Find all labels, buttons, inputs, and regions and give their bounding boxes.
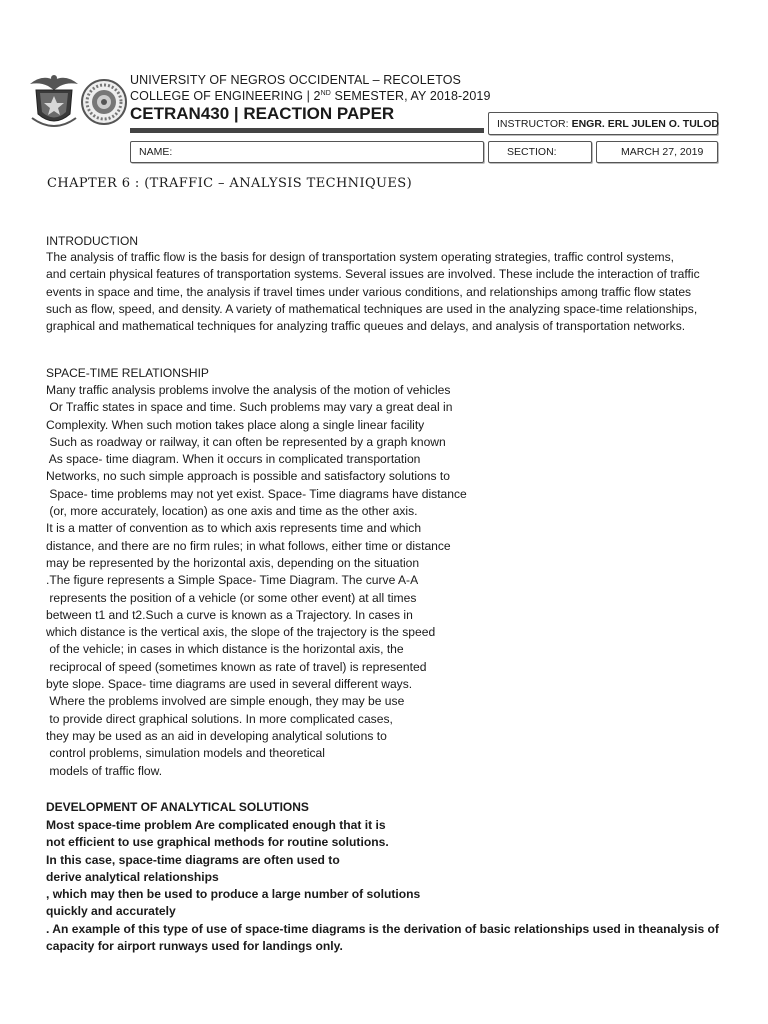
text-line: which distance is the vertical axis, the slope of the trajectory is the speed [46,625,436,640]
space-time-paragraph [46,382,467,780]
text-line: may be represented by the horizontal axis, depending on the situation [46,555,420,570]
text-line: distance, and there are no firm rules; in what follows, either time or distance [46,538,451,553]
text-line: between t1 and t2.Such a curve is known as a Trajectory. In cases in [46,607,413,622]
text-line: Space- time problems may not yet exist. Space- Time diagrams have distance [46,486,467,501]
text-line: they may be used as an aid in developing analytical solutions to [46,728,387,743]
section-label: SECTION: [507,146,557,158]
instructor-box [488,112,718,135]
text-line: events in space and time, the analysis if travel times under various conditions, and relationships among traffic flow states [46,284,692,299]
text-line: Many traffic analysis problems involve the analysis of the motion of vehicles [46,383,451,397]
course-title: CETRAN430 | REACTION PAPER [130,104,395,123]
text-line: Or Traffic states in space and time. Such problems may vary a great deal in [46,400,453,415]
date-value: MARCH 27, 2019 [621,146,704,158]
name-label: NAME: [139,146,173,158]
text-line: control problems, simulation models and theoretical [46,746,325,761]
text-line: Where the problems involved are simple enough, they may be use [46,694,405,709]
development-paragraph [46,817,719,955]
text-line: The analysis of traffic flow is the basis for design of transportation system operating strategies, traffic control systems, [46,250,675,264]
text-line: quickly and accurately [46,904,176,919]
text-line: As space- time diagram. When it occurs in complicated transportation [46,452,421,467]
text-line: graphical and mathematical techniques for analyzing traffic queues and delays, and analysis of transportation networks. [46,319,686,334]
university-seal-logo [28,68,80,132]
text-line: .The figure represents a Simple Space- Time Diagram. The curve A-A [46,573,419,588]
text-line: It is a matter of convention as to which axis represents time and which [46,521,422,536]
instructor-name: ENGR. ERL JULEN O. TULOD [571,117,719,130]
development-heading: DEVELOPMENT OF ANALYTICAL SOLUTIONS [46,800,309,814]
college-seal-logo [80,78,128,126]
text-line: Networks, no such simple approach is possible and satisfactory solutions to [46,469,450,484]
name-field-box [130,141,484,163]
text-line: of the vehicle; in cases in which distance is the horizontal axis, the [46,642,404,657]
date-box [596,141,718,163]
header-divider [130,128,484,133]
text-line: Complexity. When such motion takes place along a single linear facility [46,417,425,432]
instructor-label: INSTRUCTOR: [497,117,569,130]
chapter-title: CHAPTER 6 : (TRAFFIC – ANALYSIS TECHNIQUES) [47,176,413,191]
college-semester-line: COLLEGE OF ENGINEERING | 2ND SEMESTER, AY 2018-2019 [130,89,491,103]
text-line: and certain physical features of transportation systems. Several issues are involved. These include the interaction of traffic [46,267,700,282]
text-line: derive analytical relationships [46,869,219,884]
text-line: models of traffic flow. [46,763,163,778]
section-field-box [488,141,592,163]
text-line: (or, more accurately, location) as one axis and time as the other axis. [46,504,418,519]
text-line: reciprocal of speed (sometimes known as rate of travel) is represented [46,659,427,674]
text-line: such as flow, speed, and density. A variety of mathematical techniques are used in the analyzing space-time relationships, [46,301,698,316]
text-line: Such as roadway or railway, it can often be represented by a graph known [46,434,446,449]
text-line: to provide direct graphical solutions. In more complicated cases, [46,711,393,726]
text-line: . An example of this type of use of space-time diagrams is the derivation of basic relationships used in theanalysis of [46,921,719,936]
introduction-paragraph [46,249,700,335]
introduction-heading: INTRODUCTION [46,234,138,248]
text-line: , which may then be used to produce a large number of solutions [46,887,421,902]
text-line: not efficient to use graphical methods for routine solutions. [46,835,389,850]
text-line: byte slope. Space- time diagrams are used in several different ways. [46,677,413,692]
text-line: In this case, space-time diagrams are often used to [46,852,340,867]
text-line: represents the position of a vehicle (or some other event) at all times [46,590,417,605]
space-time-heading: SPACE-TIME RELATIONSHIP [46,366,209,380]
university-name: UNIVERSITY OF NEGROS OCCIDENTAL – RECOLETOS [130,73,461,87]
text-line: capacity for airport runways used for landings only. [46,939,343,954]
text-line: Most space-time problem Are complicated enough that it is [46,818,386,832]
